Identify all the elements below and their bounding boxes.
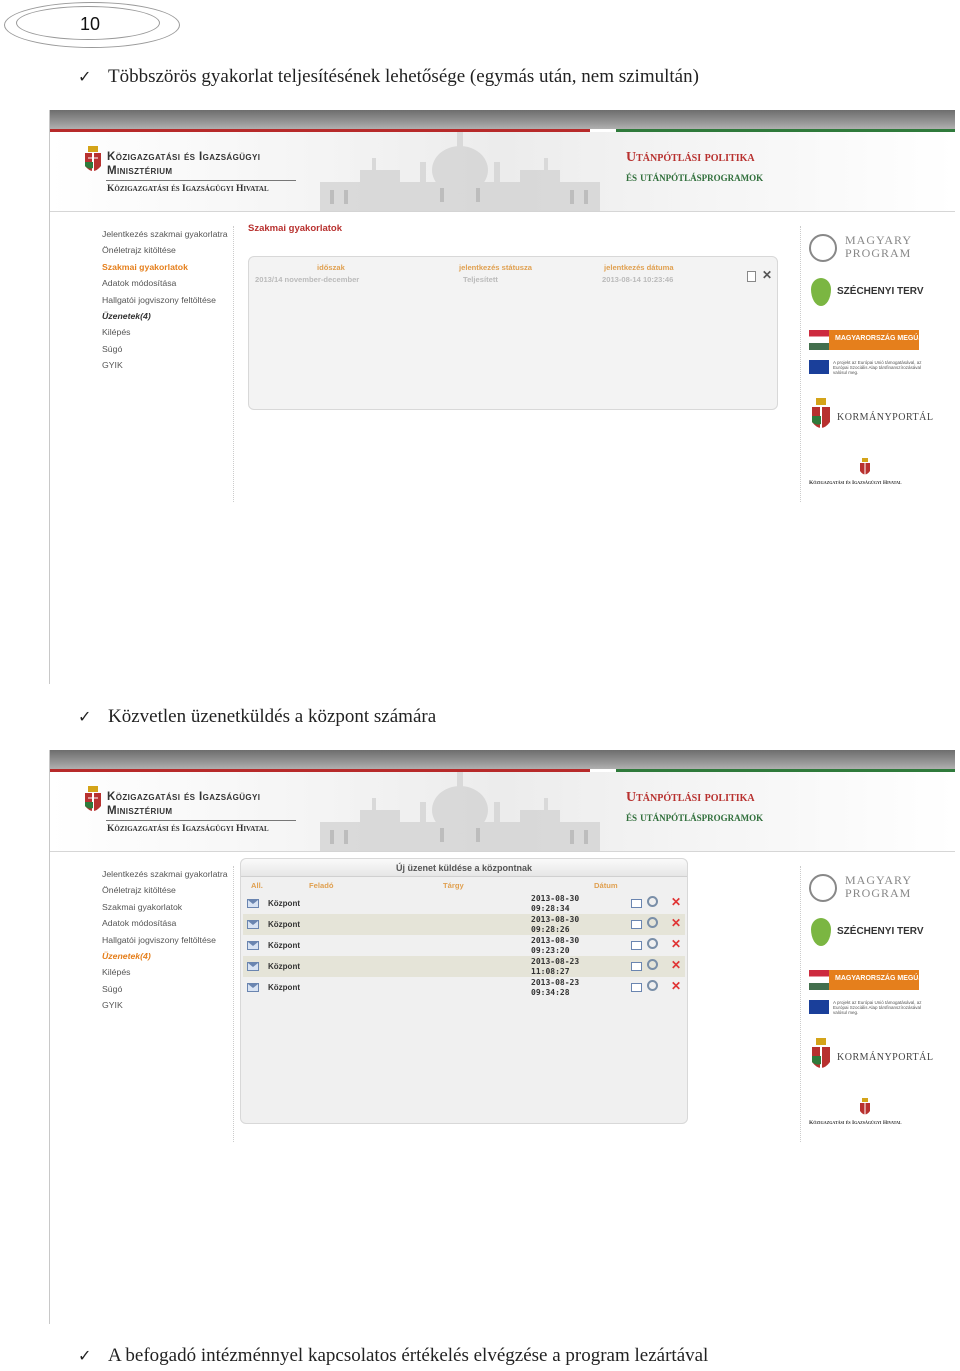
view-icon[interactable]	[647, 917, 658, 928]
delete-icon[interactable]: ✕	[671, 895, 682, 909]
top-bar	[50, 110, 955, 132]
eu-funding-text: A projekt az Európai Unió támogatásával, az Európai Szociális Alap társfinanszírozásával valósul meg.	[833, 360, 922, 375]
hungary-renews-banner[interactable]: MAGYARORSZÁG MEGÚJUL	[809, 970, 919, 990]
reply-icon[interactable]	[631, 962, 642, 971]
checkmark-icon: ✓	[78, 1346, 92, 1365]
bullet-item	[78, 1345, 708, 1367]
delete-icon[interactable]: ✕	[671, 916, 682, 930]
envelope-icon	[247, 962, 259, 971]
left-navigation	[102, 866, 234, 1142]
envelope-icon	[247, 941, 259, 950]
nav-item-internships[interactable]: Szakmai gyakorlatok	[102, 901, 183, 912]
bullet-text: Közvetlen üzenetküldés a központ számára	[108, 706, 437, 727]
magyary-logo-text: MAGYARY PROGRAM	[845, 873, 913, 900]
page-number: 10	[80, 14, 101, 34]
view-icon[interactable]	[647, 959, 658, 970]
bullet-text: Többszörös gyakorlat teljesítésének lehetősége (egymás után, nem szimultán)	[108, 66, 699, 87]
message-sender: Központ	[268, 941, 300, 950]
eu-flag-icon	[809, 360, 829, 374]
nav-item-faq[interactable]: GYIK	[102, 360, 123, 371]
nav-item-edit-data[interactable]: Adatok módosítása	[102, 918, 177, 929]
message-sender: Központ	[268, 899, 300, 908]
view-icon[interactable]	[647, 938, 658, 949]
szechenyi-logo-text: SZÉCHENYI TERV	[837, 926, 924, 937]
szechenyi-logo-icon	[811, 918, 831, 946]
eu-funding-text: A projekt az Európai Unió támogatásával, az Európai Szociális Alap társfinanszírozásával valósul meg.	[833, 1000, 922, 1015]
nav-item-messages[interactable]: Üzenetek(4)	[102, 310, 151, 321]
column-header-status: jelentkezés státusza	[459, 263, 533, 272]
cell-date: 2013-08-14 10:23:46	[602, 275, 674, 284]
kormanyportal-text: KORMÁNYPORTÁL	[837, 412, 934, 423]
screenshot-internships	[49, 110, 955, 684]
hungarian-crest-icon	[84, 146, 102, 176]
hungarian-flag-icon	[809, 330, 829, 350]
site-header	[50, 132, 955, 212]
message-row[interactable]	[243, 935, 685, 956]
site-header	[50, 772, 955, 852]
ministry-name-line2: Minisztérium	[107, 165, 173, 177]
hungary-renews-banner[interactable]: MAGYARORSZÁG MEGÚJUL	[809, 330, 919, 350]
message-date: 2013-08-23 11:08:27	[531, 957, 580, 976]
nav-item-help[interactable]: Súgó	[102, 343, 123, 354]
reply-icon[interactable]	[631, 920, 642, 929]
ministry-name-line1: Közigazgatási és Igazságügyi	[107, 151, 261, 163]
program-title-line2: és utánpótlásprogramok	[626, 810, 764, 824]
nav-item-student-status[interactable]: Hallgatói jogviszony feltöltése	[102, 294, 216, 305]
bullet-item	[78, 66, 699, 88]
magyary-logo-text: MAGYARY PROGRAM	[845, 233, 913, 260]
column-header-date: jelentkezés dátuma	[604, 263, 674, 272]
kormanyportal-crest-icon	[811, 1038, 831, 1074]
parliament-illustration	[300, 772, 620, 852]
column-header-date: Dátum	[594, 881, 618, 890]
internship-panel	[248, 256, 778, 410]
left-navigation	[102, 226, 234, 502]
nav-item-logout[interactable]: Kilépés	[102, 967, 131, 978]
nav-item-cv[interactable]: Önéletrajz kitöltése	[102, 245, 176, 256]
eu-flag-icon	[809, 1000, 829, 1014]
nav-item-apply[interactable]: Jelentkezés szakmai gyakorlatra	[102, 229, 228, 239]
divider	[106, 820, 296, 821]
bullet-text: A befogadó intézménnyel kapcsolatos értékelés elvégzése a program lezártával	[108, 1345, 709, 1366]
column-header-period: időszak	[317, 263, 345, 272]
parliament-illustration	[300, 132, 620, 212]
kih-text: Közigazgatási és Igazságügyi Hivatal	[809, 480, 902, 486]
hungarian-flag-icon	[809, 970, 829, 990]
nav-item-logout[interactable]: Kilépés	[102, 327, 131, 338]
cell-status: Teljesített	[463, 275, 498, 284]
envelope-icon	[247, 920, 259, 929]
bullet-item	[78, 706, 436, 728]
checkmark-icon: ✓	[78, 707, 92, 726]
page-title: Szakmai gyakorlatok	[248, 223, 342, 234]
message-sender: Központ	[268, 920, 300, 929]
cell-period: 2013/14 november-december	[255, 275, 360, 284]
office-name: Közigazgatási és Igazságügyi Hivatal	[107, 824, 269, 834]
nav-item-faq[interactable]: GYIK	[102, 1000, 123, 1011]
nav-item-student-status[interactable]: Hallgatói jogviszony feltöltése	[102, 934, 216, 945]
magyary-logo-icon	[809, 234, 837, 262]
document-icon[interactable]	[747, 271, 756, 282]
nav-item-apply[interactable]: Jelentkezés szakmai gyakorlatra	[102, 869, 228, 879]
nav-item-edit-data[interactable]: Adatok módosítása	[102, 278, 177, 289]
ministry-name-line1: Közigazgatási és Igazságügyi	[107, 791, 261, 803]
office-name: Közigazgatási és Igazságügyi Hivatal	[107, 184, 269, 194]
kih-crest-icon	[859, 1098, 871, 1118]
kih-text: Közigazgatási és Igazságügyi Hivatal	[809, 1120, 902, 1126]
message-row[interactable]	[243, 977, 685, 998]
column-header-status: All.	[251, 881, 263, 890]
ministry-name-line2: Minisztérium	[107, 805, 173, 817]
message-row[interactable]	[243, 956, 685, 977]
kormanyportal-crest-icon	[811, 398, 831, 434]
kih-crest-icon	[859, 458, 871, 478]
envelope-icon	[247, 899, 259, 908]
message-date: 2013-08-30 09:23:20	[531, 936, 580, 955]
message-date: 2013-08-30 09:28:34	[531, 894, 580, 913]
message-sender: Központ	[268, 983, 300, 992]
program-title-line1: Utánpótlási politika	[626, 150, 755, 165]
nav-item-messages[interactable]: Üzenetek(4)	[102, 950, 151, 961]
magyary-logo-icon	[809, 874, 837, 902]
screenshot-messages	[49, 750, 955, 1324]
open-envelope-icon	[247, 983, 259, 992]
message-row[interactable]	[243, 893, 685, 914]
view-icon[interactable]	[647, 896, 658, 907]
szechenyi-logo-icon	[811, 278, 831, 306]
szechenyi-logo-text: SZÉCHENYI TERV	[837, 286, 924, 297]
nav-item-help[interactable]: Súgó	[102, 983, 123, 994]
column-header-sender: Feladó	[309, 881, 334, 890]
reply-icon[interactable]	[631, 899, 642, 908]
new-message-button[interactable]: Új üzenet küldése a központnak	[241, 859, 687, 877]
message-row[interactable]	[243, 914, 685, 935]
delete-icon[interactable]: ✕	[671, 979, 682, 993]
delete-icon[interactable]: ✕	[671, 958, 682, 972]
nav-item-cv[interactable]: Önéletrajz kitöltése	[102, 885, 176, 896]
program-title-line1: Utánpótlási politika	[626, 790, 755, 805]
partner-logos	[800, 226, 934, 502]
hungarian-crest-icon	[84, 786, 102, 816]
reply-icon[interactable]	[631, 983, 642, 992]
top-bar	[50, 750, 955, 772]
delete-icon[interactable]: ✕	[671, 937, 682, 951]
message-date: 2013-08-23 09:34:28	[531, 978, 580, 997]
nav-item-internships[interactable]: Szakmai gyakorlatok	[102, 261, 188, 272]
kormanyportal-text: KORMÁNYPORTÁL	[837, 1052, 934, 1063]
close-icon[interactable]: ✕	[762, 268, 773, 282]
partner-logos	[800, 866, 934, 1142]
message-sender: Központ	[268, 962, 300, 971]
view-icon[interactable]	[647, 980, 658, 991]
column-header-subject: Tárgy	[443, 881, 464, 890]
checkmark-icon: ✓	[78, 67, 92, 86]
messages-panel	[240, 858, 688, 1124]
reply-icon[interactable]	[631, 941, 642, 950]
program-title-line2: és utánpótlásprogramok	[626, 170, 764, 184]
divider	[106, 180, 296, 181]
message-date: 2013-08-30 09:28:26	[531, 915, 580, 934]
